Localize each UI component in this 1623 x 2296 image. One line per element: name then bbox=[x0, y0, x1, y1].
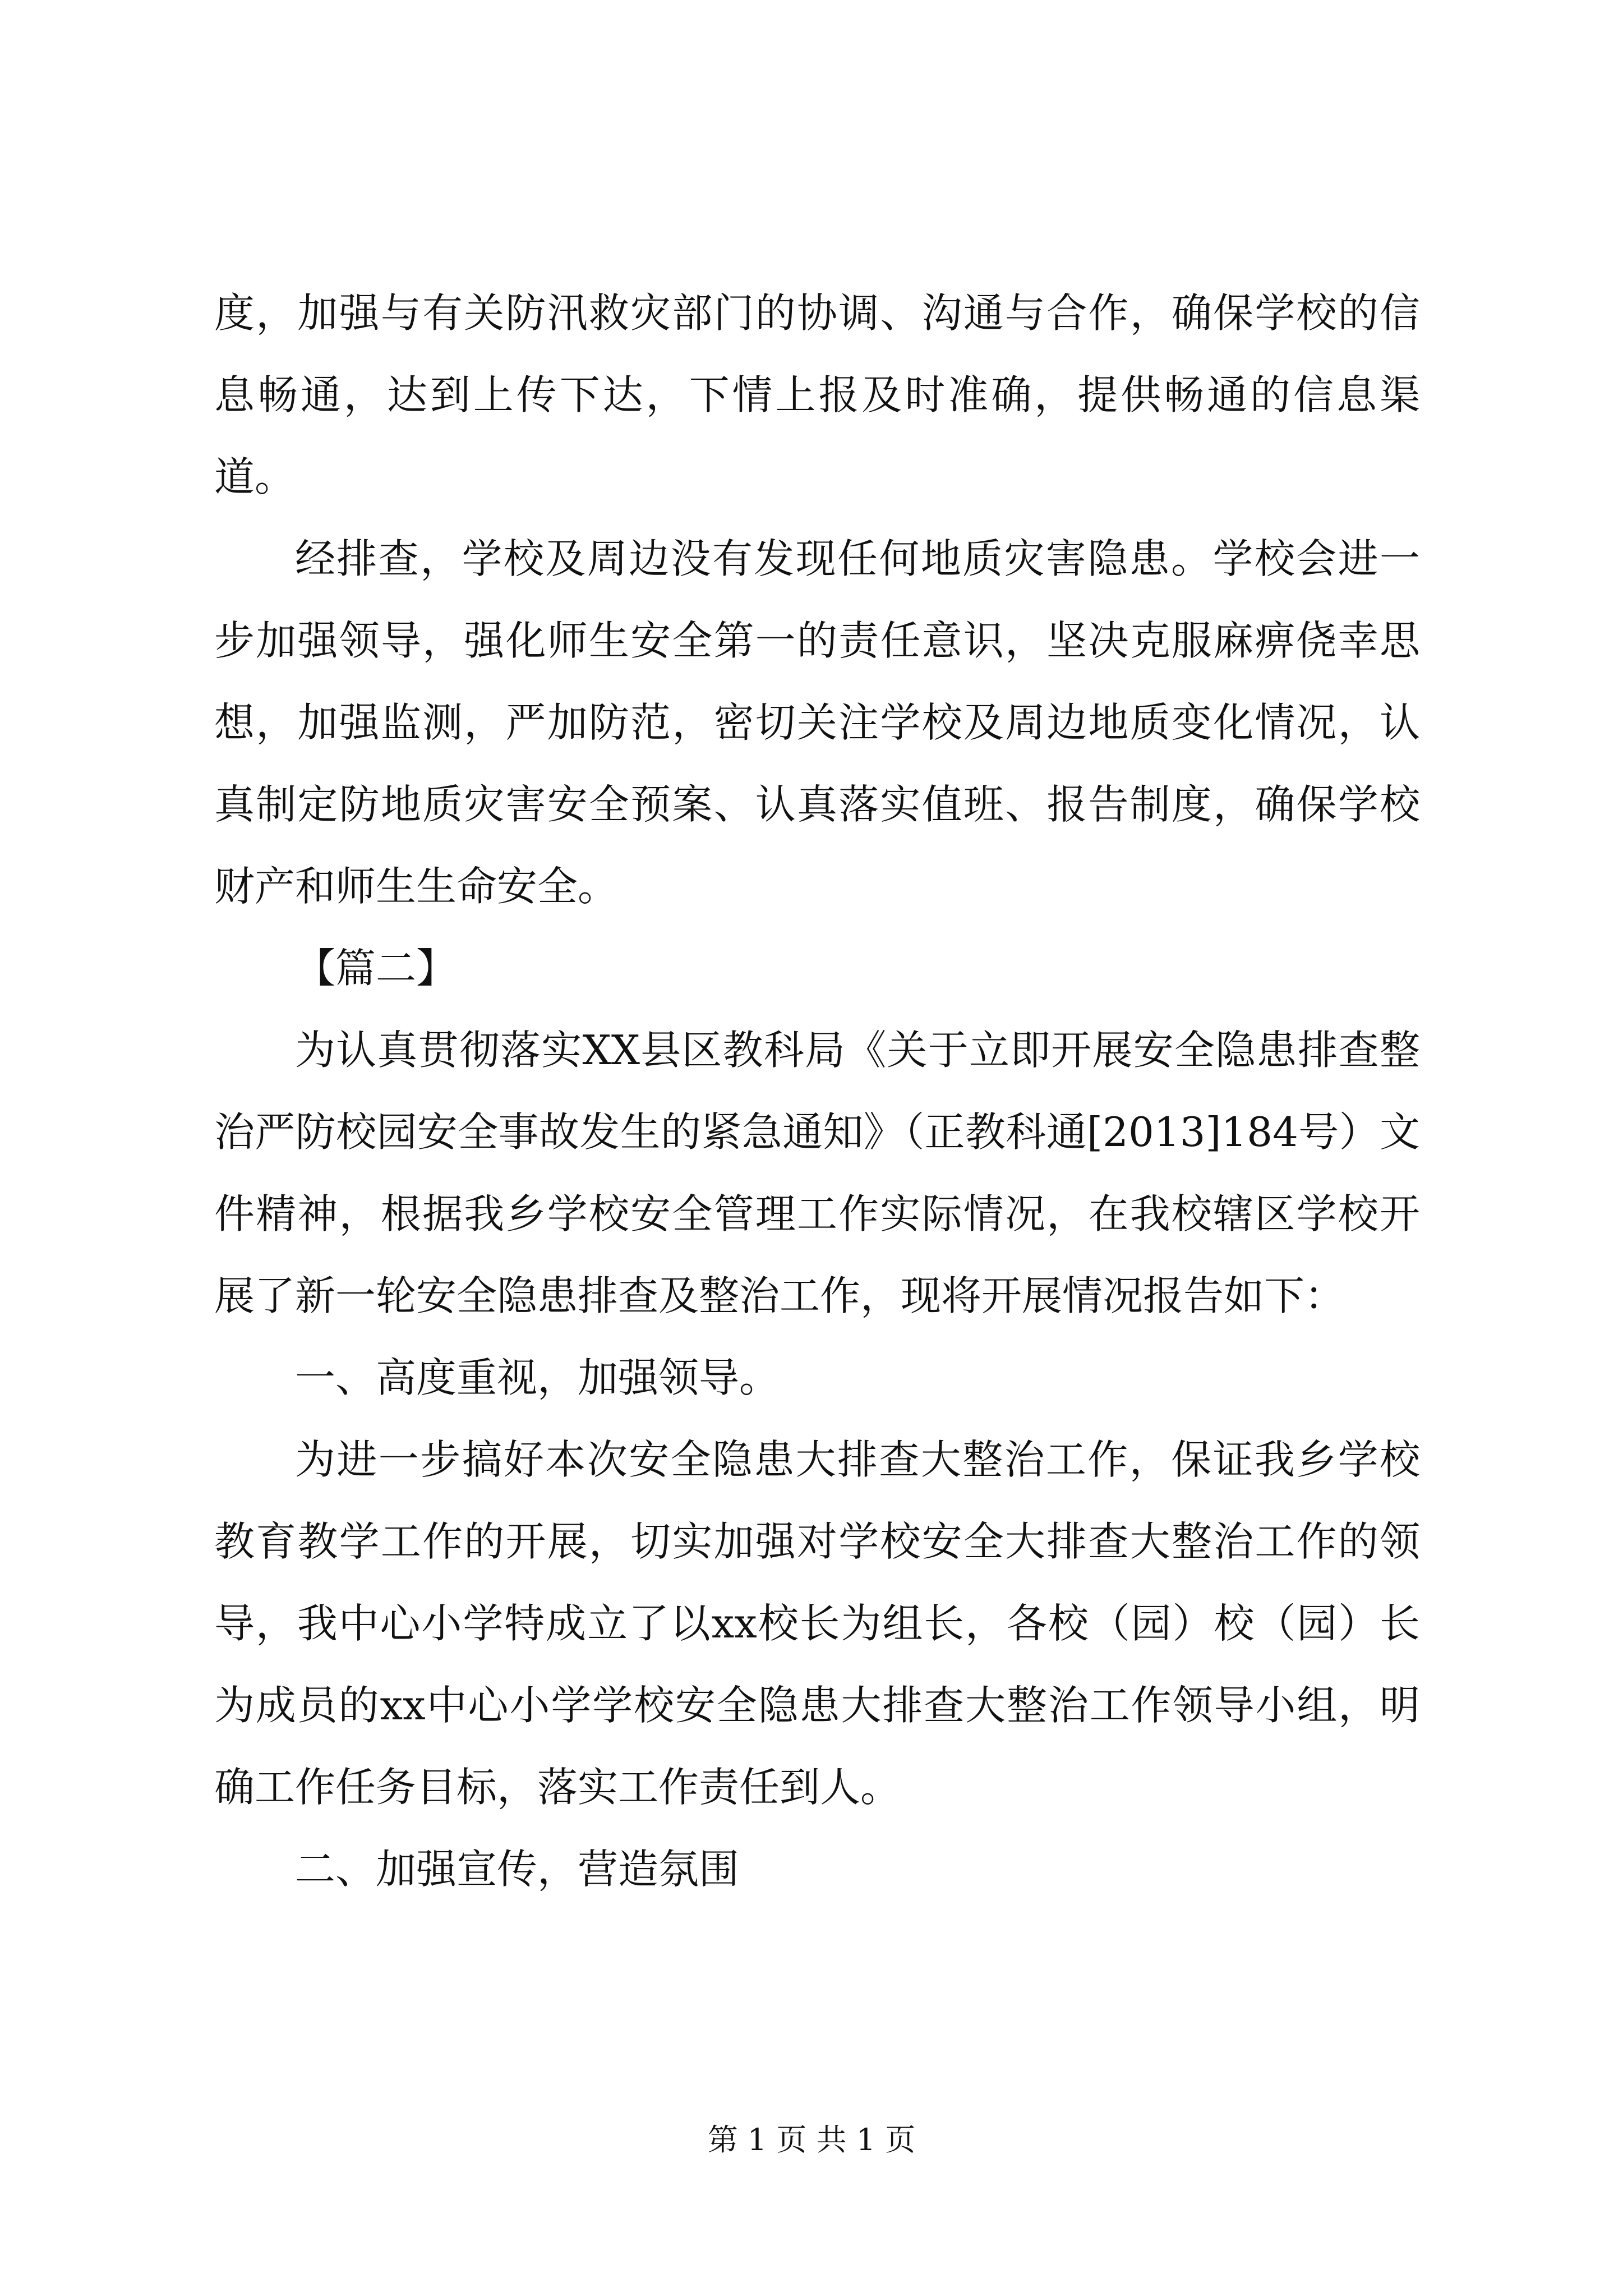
paragraph-inspection-result: 经排查，学校及周边没有发现任何地质灾害隐患。学校会进一步加强领导，强化师生安全第一的责任意识，坚决克服麻痹侥幸思想，加强监测，严加防范，密切关注学校及周边地质变化情况，认真制定防地质灾害安全预案、认真落实值班、报告制度，确保学校财产和师生生命安全。 bbox=[214, 535, 1420, 910]
page-number-label: 第 1 页 共 1 页 bbox=[707, 2122, 916, 2157]
paragraph-continuation: 度，加强与有关防汛救灾部门的协调、沟通与合作，确保学校的信息畅通，达到上传下达，下情上报及时准确，提供畅通的信息渠道。 bbox=[214, 289, 1420, 500]
section-heading-part-two: 【篇二】 bbox=[295, 945, 457, 992]
heading-leadership: 一、高度重视，加强领导。 bbox=[295, 1354, 780, 1401]
heading-publicity: 二、加强宣传，营造氛围 bbox=[295, 1846, 740, 1893]
paragraph-leadership: 为进一步搞好本次安全隐患大排查大整治工作，保证我乡学校教育教学工作的开展，切实加强对学校安全大排查大整治工作的领导，我中心小学特成立了以xx校长为组长，各校（园）校（园）长为成员的xx中心小学学校安全隐患大排查大整治工作领导小组，明确工作任务目标，落实工作责任到人。 bbox=[214, 1436, 1420, 1811]
document-body bbox=[214, 272, 1420, 1910]
paragraph-intro: 为认真贯彻落实XX县区教科局《关于立即开展安全隐患排查整治严防校园安全事故发生的紧急通知》（正教科通[2013]184号）文件精神，根据我乡学校安全管理工作实际情况，在我校辖区学校开展了新一轮安全隐患排查及整治工作，现将开展情况报告如下： bbox=[214, 1027, 1420, 1319]
page-footer bbox=[0, 2120, 1623, 2160]
